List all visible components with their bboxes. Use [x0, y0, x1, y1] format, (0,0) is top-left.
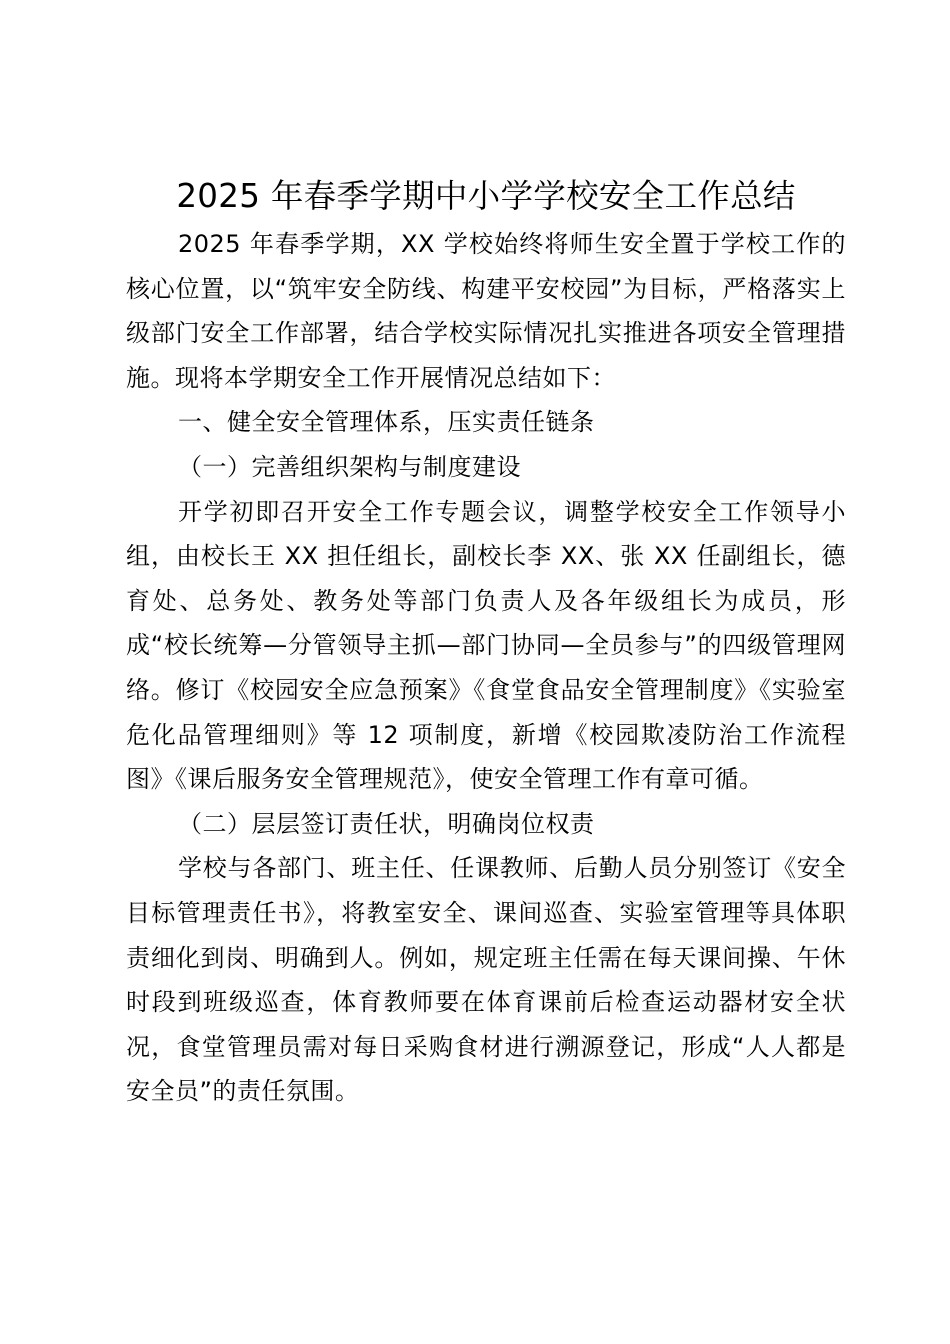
document-title: 2025 年春季学期中小学学校安全工作总结 — [176, 177, 796, 215]
subsection-paragraph-1: 开学初即召开安全工作专题会议，调整学校安全工作领导小组，由校长王 XX 担任组长，副校长李 XX、张 XX 任副组长，德育处、总务处、教务处等部门负责人及各年级组长为成员，形成“校长统筹—分管领导主抓—部门协同—全员参与”的四级管理网络。修订《校园安全应急预案》《食堂食品安全管理制度》《实验室危化品管理细则》等 12 项制度，新增《校园欺凌防治工作流程图》《课后服务安全管理规范》，使安全管理工作有章可循。 — [126, 497, 846, 794]
intro-paragraph: 2025 年春季学期，XX 学校始终将师生安全置于学校工作的核心位置，以“筑牢安全防线、构建平安校园”为目标，严格落实上级部门安全工作部署，结合学校实际情况扎实推进各项安全管理措施。现将本学期安全工作开展情况总结如下： — [126, 230, 846, 392]
document-body — [126, 170, 846, 1114]
section-heading-1: 一、健全安全管理体系，压实责任链条 — [178, 408, 595, 437]
subsection-paragraph-2: 学校与各部门、班主任、任课教师、后勤人员分别签订《安全目标管理责任书》，将教室安全、课间巡查、实验室管理等具体职责细化到岗、明确到人。例如，规定班主任需在每天课间操、午休时段到班级巡查，体育教师要在体育课前后检查运动器材安全状况，食堂管理员需对每日采购食材进行溯源登记，形成“人人都是安全员”的责任氛围。 — [126, 854, 846, 1106]
subsection-heading-1: （一）完善组织架构与制度建设 — [178, 452, 521, 481]
subsection-heading-2: （二）层层签订责任状，明确岗位权责 — [178, 809, 595, 838]
